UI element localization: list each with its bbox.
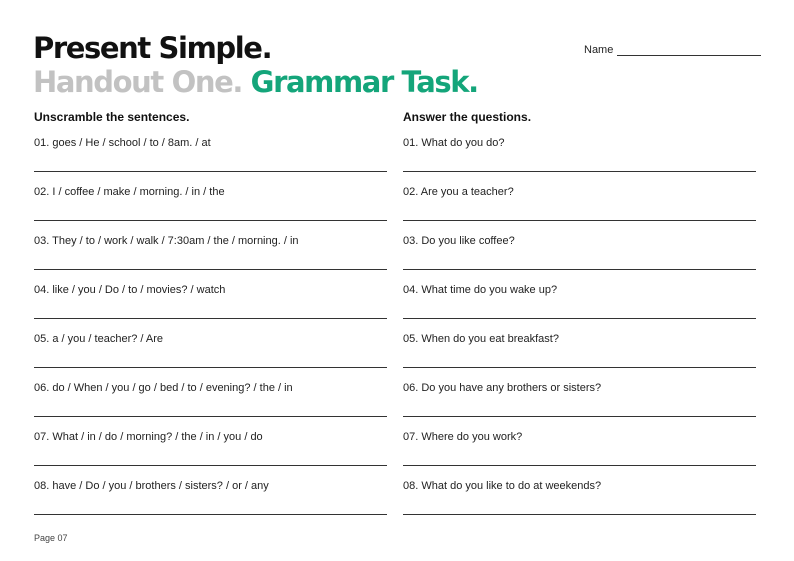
- question-item-text: 03. Do you like coffee?: [403, 235, 515, 247]
- answer-line[interactable]: [34, 269, 387, 270]
- unscramble-item: [34, 420, 387, 469]
- question-item: [403, 126, 756, 175]
- answer-line[interactable]: [403, 171, 756, 172]
- question-item-text: 05. When do you eat breakfast?: [403, 333, 559, 345]
- unscramble-item: [34, 371, 387, 420]
- unscramble-item-text: 07. What / in / do / morning? / the / in / you / do: [34, 431, 263, 443]
- answer-line[interactable]: [34, 416, 387, 417]
- name-label: Name: [584, 44, 614, 56]
- answer-line[interactable]: [403, 367, 756, 368]
- question-item-text: 06. Do you have any brothers or sisters?: [403, 382, 602, 394]
- answer-line[interactable]: [403, 220, 756, 221]
- page-title: Present Simple.: [33, 31, 272, 65]
- unscramble-item-text: 02. I / coffee / make / morning. / in / the: [34, 186, 225, 198]
- question-item: [403, 469, 756, 518]
- name-input-line[interactable]: [617, 43, 761, 56]
- answer-line[interactable]: [34, 318, 387, 319]
- questions-section: [403, 108, 756, 518]
- question-item-text: 08. What do you like to do at weekends?: [403, 480, 602, 492]
- answer-line[interactable]: [34, 171, 387, 172]
- name-field: [584, 43, 761, 56]
- questions-heading: Answer the questions.: [403, 110, 532, 124]
- unscramble-item: [34, 224, 387, 273]
- answer-line[interactable]: [34, 220, 387, 221]
- unscramble-section: [34, 108, 387, 518]
- answer-line[interactable]: [403, 269, 756, 270]
- unscramble-item-text: 08. have / Do / you / brothers / sisters? / or / any: [34, 480, 269, 492]
- page-number: Page 07: [34, 533, 68, 543]
- question-item: [403, 420, 756, 469]
- question-item-text: 01. What do you do?: [403, 137, 505, 149]
- question-item: [403, 175, 756, 224]
- answer-line[interactable]: [34, 514, 387, 515]
- unscramble-item: [34, 126, 387, 175]
- unscramble-item-text: 04. like / you / Do / to / movies? / watch: [34, 284, 226, 296]
- question-item-text: 02. Are you a teacher?: [403, 186, 514, 198]
- unscramble-heading: Unscramble the sentences.: [34, 110, 190, 124]
- question-item: [403, 371, 756, 420]
- answer-line[interactable]: [34, 367, 387, 368]
- question-item-text: 04. What time do you wake up?: [403, 284, 558, 296]
- page-subtitle: [33, 64, 478, 100]
- question-item: [403, 322, 756, 371]
- question-item-text: 07. Where do you work?: [403, 431, 523, 443]
- unscramble-item-text: 06. do / When / you / go / bed / to / evening? / the / in: [34, 382, 293, 394]
- unscramble-item: [34, 175, 387, 224]
- question-item: [403, 224, 756, 273]
- questions-list: [403, 126, 756, 518]
- question-item: [403, 273, 756, 322]
- answer-line[interactable]: [403, 416, 756, 417]
- answer-line[interactable]: [403, 318, 756, 319]
- answer-line[interactable]: [34, 465, 387, 466]
- answer-line[interactable]: [403, 514, 756, 515]
- unscramble-item: [34, 273, 387, 322]
- subtitle-grammar-task: Grammar Task.: [250, 65, 478, 99]
- unscramble-item: [34, 322, 387, 371]
- subtitle-handout: Handout One.: [33, 65, 242, 99]
- unscramble-item: [34, 469, 387, 518]
- unscramble-list: [34, 126, 387, 518]
- unscramble-item-text: 03. They / to / work / walk / 7:30am / the / morning. / in: [34, 235, 299, 247]
- answer-line[interactable]: [403, 465, 756, 466]
- unscramble-item-text: 05. a / you / teacher? / Are: [34, 333, 164, 345]
- unscramble-item-text: 01. goes / He / school / to / 8am. / at: [34, 137, 211, 149]
